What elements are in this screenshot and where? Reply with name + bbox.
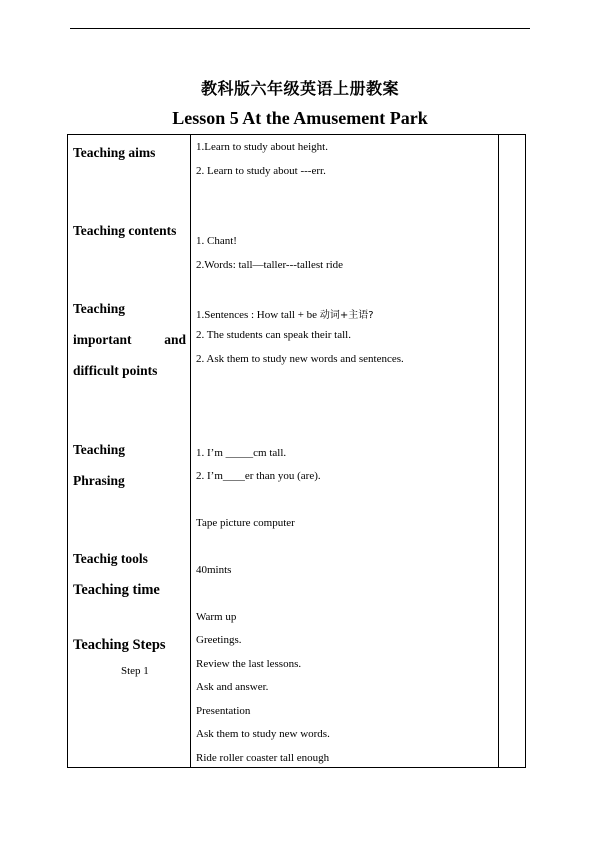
steps-item-6: Ask them to study new words.	[196, 728, 330, 740]
label-points-line1: Teaching	[73, 301, 126, 316]
label-points-line2	[73, 332, 186, 348]
label-step-1: Step 1	[121, 665, 149, 677]
steps-item-7: Ride roller coaster tall enough	[196, 752, 330, 764]
label-points-important: important	[73, 332, 132, 347]
label-points-and: and	[164, 332, 186, 347]
label-teaching-tools: Teachig tools	[73, 551, 148, 566]
column-divider-label	[190, 135, 191, 767]
tools-value: Tape picture computer	[196, 517, 295, 529]
aims-item-2: 2. Learn to study about ---err.	[196, 165, 326, 177]
steps-item-1: Warm up	[196, 611, 237, 623]
label-teaching-steps: Teaching Steps	[73, 637, 166, 653]
aims-item-1: 1.Learn to study about height.	[196, 141, 328, 153]
label-teaching-aims: Teaching aims	[73, 145, 156, 160]
label-phrasing-line1: Teaching	[73, 442, 126, 457]
points-sentence-chinese: 动词+主语?	[319, 310, 374, 321]
contents-item-1: 1. Chant!	[196, 235, 237, 247]
points-sentence-prefix: 1.Sentences : How tall + be	[196, 309, 320, 321]
label-points-line3: difficult points	[73, 363, 158, 378]
steps-item-2: Greetings.	[196, 634, 242, 646]
steps-item-3: Review the last lessons.	[196, 658, 302, 670]
lesson-plan-table	[67, 134, 526, 768]
page-title-chinese: 教科版六年级英语上册教案	[200, 79, 399, 98]
points-item-1	[196, 306, 374, 321]
phrasing-item-2: 2. I’m____er than you (are).	[196, 470, 321, 482]
column-divider-notes	[498, 135, 499, 767]
points-item-3: 2. Ask them to study new words and sentences.	[196, 353, 404, 365]
label-phrasing-line2: Phrasing	[73, 473, 125, 488]
page-title-english: Lesson 5 At the Amusement Park	[172, 108, 428, 128]
label-teaching-time: Teaching time	[73, 582, 160, 598]
contents-item-2: 2.Words: tall—taller---tallest ride	[196, 259, 344, 271]
label-teaching-contents: Teaching contents	[73, 223, 177, 238]
points-item-2: 2. The students can speak their tall.	[196, 329, 351, 341]
phrasing-item-1: 1. I’m _____cm tall.	[196, 447, 287, 459]
time-value: 40mints	[196, 564, 232, 576]
header-rule	[70, 28, 530, 29]
steps-item-4: Ask and answer.	[196, 681, 269, 693]
steps-item-5: Presentation	[196, 705, 251, 717]
